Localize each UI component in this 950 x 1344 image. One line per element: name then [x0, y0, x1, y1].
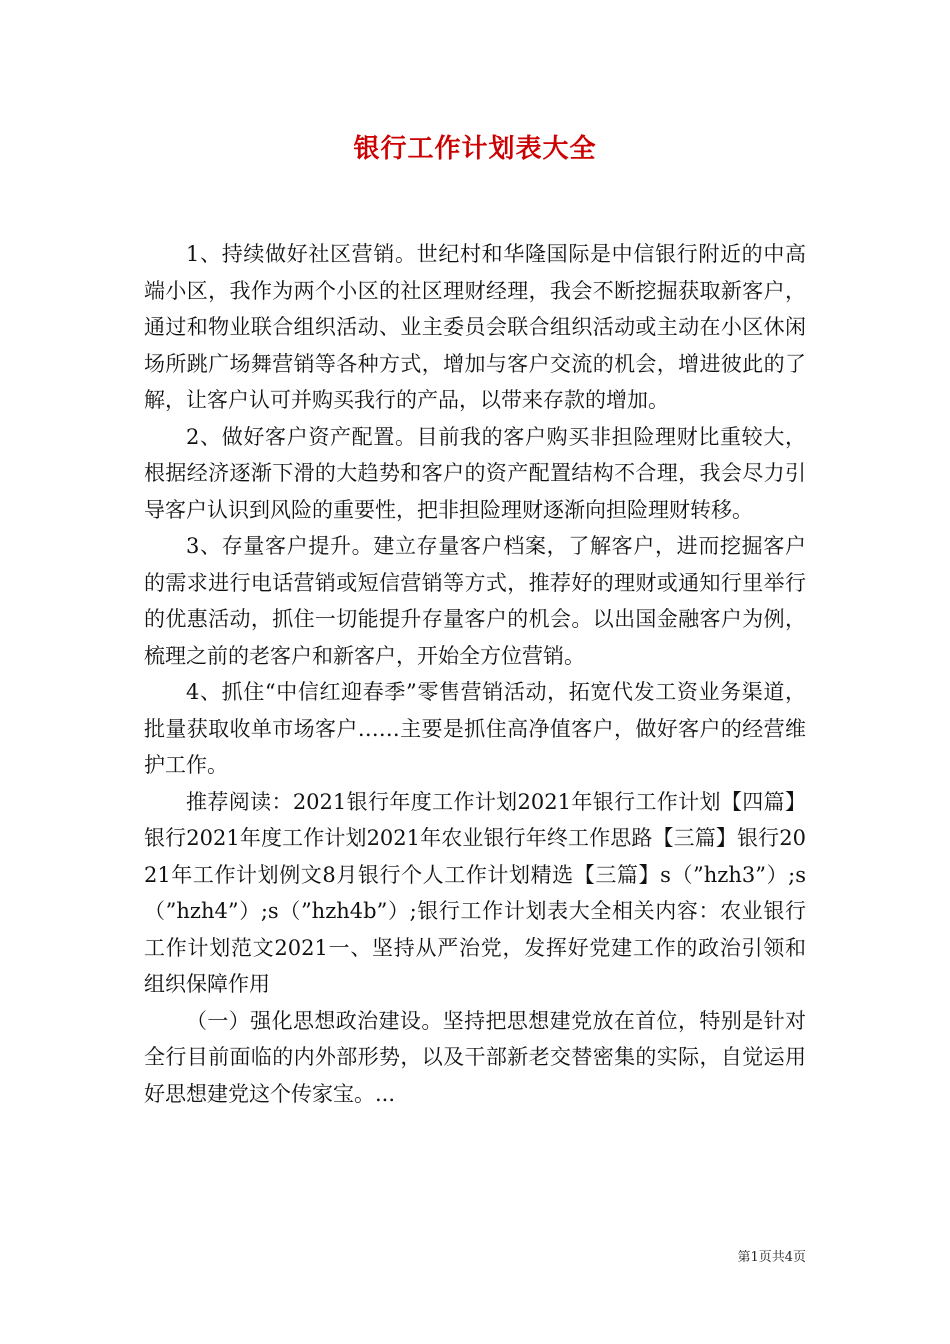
document-body	[144, 236, 806, 1112]
paragraph-4: 4、抓住“中信红迎春季”零售营销活动，拓宽代发工资业务渠道，批量获取收单市场客户……主要是抓住高净值客户，做好客户的经营维护工作。	[144, 680, 806, 777]
paragraph-6: （一）强化思想政治建设。坚持把思想建党放在首位，特别是针对全行目前面临的内外部形势，以及干部新老交替密集的实际，自觉运用好思想建党这个传家宝。...	[144, 1008, 806, 1106]
paragraph-1: 1、持续做好社区营销。世纪村和华隆国际是中信银行附近的中高端小区，我作为两个小区的社区理财经理，我会不断挖掘获取新客户，通过和物业联合组织活动、业主委员会联合组织活动或主动在小区休闲场所跳广场舞营销等各种方式，增加与客户交流的机会，增进彼此的了解，让客户认可并购买我行的产品，以带来存款的增加。	[144, 242, 806, 412]
paragraph-2: 2、做好客户资产配置。目前我的客户购买非担险理财比重较大，根据经济逐渐下滑的大趋势和客户的资产配置结构不合理，我会尽力引导客户认识到风险的重要性，把非担险理财逐渐向担险理财转移。	[144, 424, 806, 522]
paragraph-3: 3、存量客户提升。建立存量客户档案，了解客户，进而挖掘客户的需求进行电话营销或短信营销等方式，推荐好的理财或通知行里举行的优惠活动，抓住一切能提升存量客户的机会。以出国金融客户为例，梳理之前的老客户和新客户，开始全方位营销。	[144, 534, 806, 668]
page-number-footer: 第1页共4页	[737, 1250, 806, 1265]
document-title: 银行工作计划表大全	[353, 134, 597, 164]
paragraph-recommended-reading: 推荐阅读：2021银行年度工作计划2021年银行工作计划【四篇】银行2021年度工作计划2021年农业银行年终工作思路【三篇】银行2021年工作计划例文8月银行个人工作计划精选【三篇】s（”hzh3”）;s（”hzh4”）;s（”hzh4b”）;银行工作计划表大全相关内容：农业银行工作计划范文2021一、坚持从严治党，发挥好党建工作的政治引领和组织保障作用	[144, 789, 806, 996]
